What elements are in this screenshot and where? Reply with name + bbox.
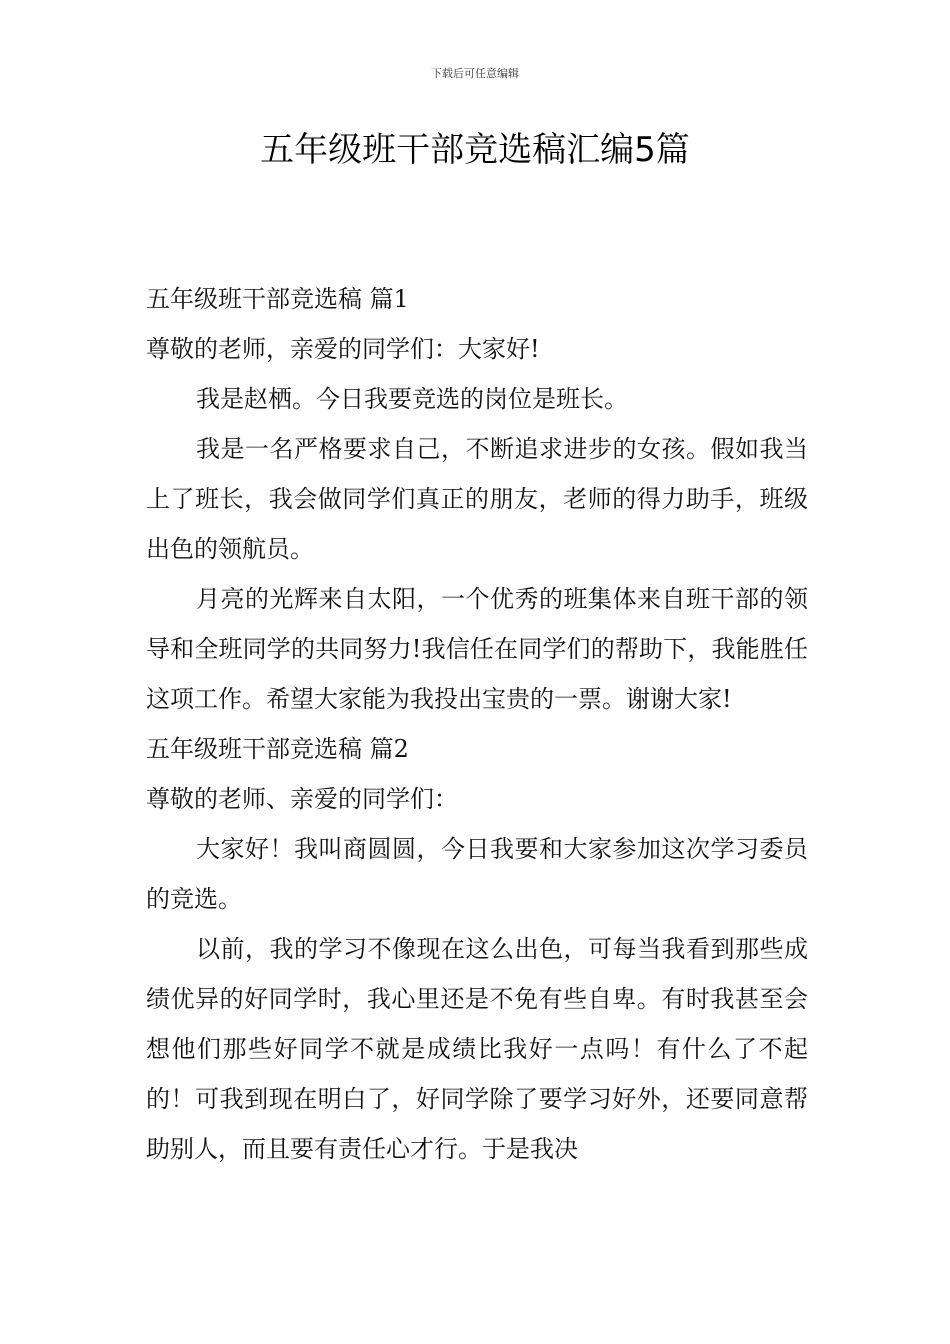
section-heading-1: 五年级班干部竞选稿 篇1 [146,285,409,313]
paragraph-story: 以前，我的学习不像现在这么出色，可每当我看到那些成绩优异的好同学时，我心里还是不免有些自卑。有时我甚至会想他们那些好同学不就是成绩比我好一点吗！有什么了不起的！可我到现在明白了，好同学除了要学习好外，还要同意帮助别人，而且要有责任心才行。于是我决 [146,935,808,1163]
page-header: 下载后可任意编辑 [431,67,519,80]
paragraph-closing-1: 月亮的光辉来自太阳，一个优秀的班集体来自班干部的领导和全班同学的共同努力!我信任在同学们的帮助下，我能胜任这项工作。希望大家能为我投出宝贵的一票。谢谢大家! [146,585,808,713]
paragraph-self-description: 我是一名严格要求自己，不断追求进步的女孩。假如我当上了班长，我会做同学们真正的朋友，老师的得力助手，班级出色的领航员。 [146,435,808,563]
paragraph-intro-2: 大家好！我叫商圆圆，今日我要和大家参加这次学习委员的竞选。 [146,835,808,913]
salutation-1: 尊敬的老师，亲爱的同学们：大家好! [146,335,540,363]
section-heading-2: 五年级班干部竞选稿 篇2 [146,735,409,763]
document-title: 五年级班干部竞选稿汇编5篇 [260,130,690,170]
document-body [146,274,808,1174]
salutation-2: 尊敬的老师、亲爱的同学们： [146,785,458,813]
paragraph-intro-1: 我是赵栖。今日我要竞选的岗位是班长。 [196,385,628,413]
